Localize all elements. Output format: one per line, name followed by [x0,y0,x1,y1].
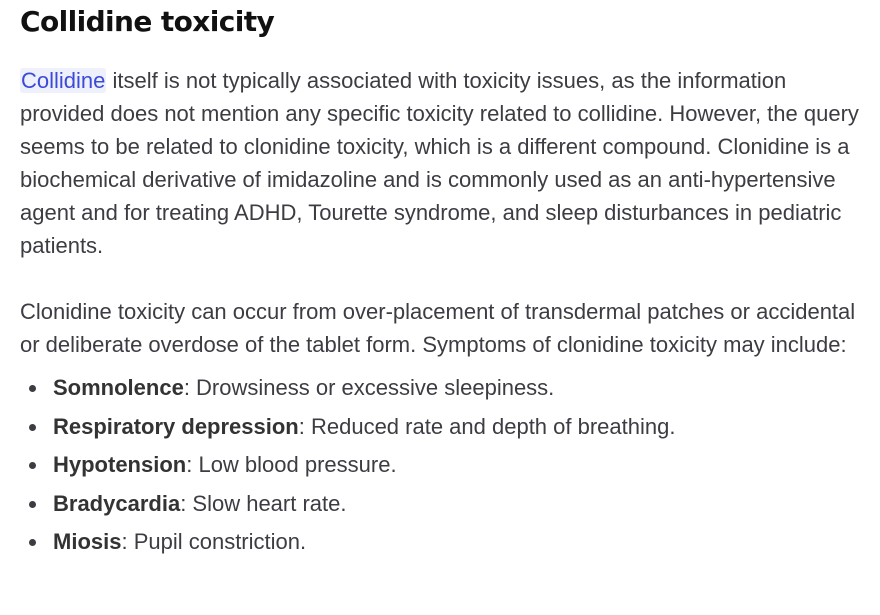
symptom-description: : Low blood pressure. [186,452,397,477]
symptom-term: Hypotension [53,452,187,477]
symptom-term: Bradycardia [53,490,181,516]
bullet-icon [29,501,36,508]
bullet-icon [29,385,36,392]
list-item [20,369,865,408]
symptom-description: : Reduced rate and depth of breathing. [298,413,676,439]
symptom-description: : Slow heart rate. [180,490,347,516]
page-title: Collidine toxicity [20,5,275,38]
answer-content [20,0,865,562]
toxicity-paragraph: Clonidine toxicity can occur from over-placement of transdermal patches or accidental or deliberate overdose of the tablet form. Symptoms of clonidine toxicity may include: [20,299,856,357]
list-item [20,523,865,562]
list-item [20,446,865,485]
bullet-icon [29,462,36,469]
symptom-term: Respiratory depression [53,413,299,439]
intro-paragraph-text: itself is not typically associated with toxicity issues, as the information provided does not mention any specific toxicity related to collidine. However, the query seems to be related to clonidine toxicity, which is a different compound. Clonidine is a biochemical derivative of imidazoline and is commonly used as an anti-hypertensive agent and for treating ADHD, Tourette syndrome, and sleep disturbances in pediatric patients. [20,68,859,258]
symptom-description: : Pupil constriction. [121,529,307,554]
list-item [20,485,865,524]
intro-paragraph [20,64,865,262]
bullet-icon [29,424,36,431]
collidine-link[interactable]: Collidine [21,68,106,93]
symptom-list [20,369,865,562]
symptom-term: Somnolence [53,375,184,400]
symptom-description: : Drowsiness or excessive sleepiness. [183,375,555,400]
list-item [20,408,865,447]
symptom-term: Miosis [53,529,122,554]
bullet-icon [29,539,36,546]
